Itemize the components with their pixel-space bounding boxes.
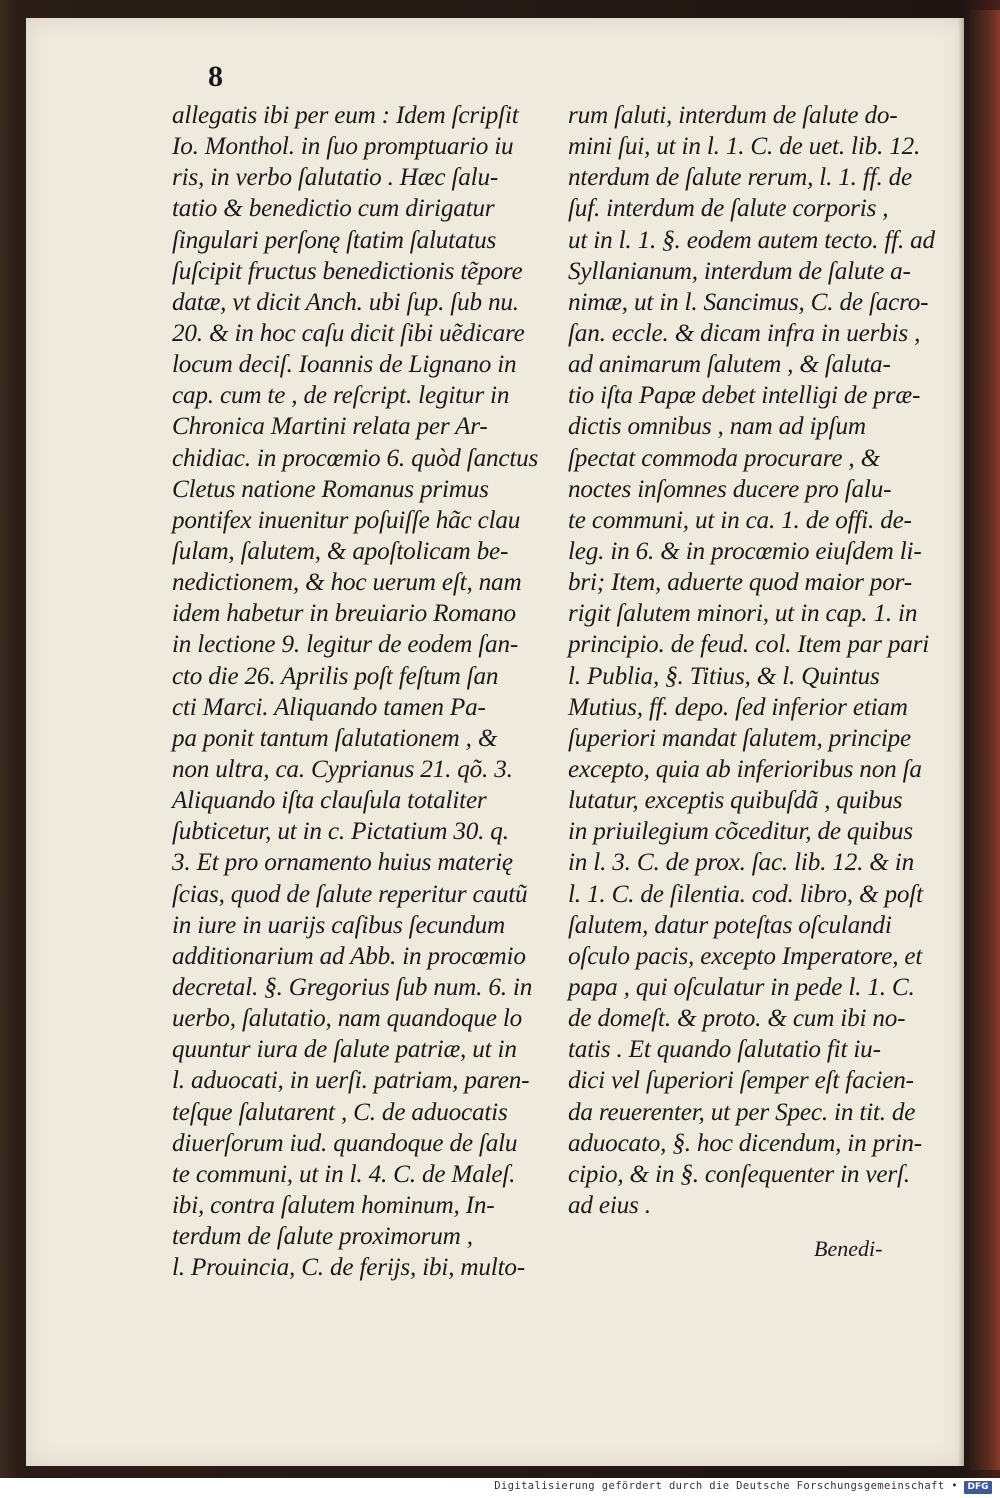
- book-edge: [970, 10, 1000, 1470]
- text-line: in l. 3. C. de prox. ſac. lib. 12. & in: [568, 849, 914, 877]
- text-line: locum deciſ. Ioannis de Lignano in: [172, 351, 517, 379]
- text-line: ſalutem, datur poteſtas oſculandi: [568, 911, 892, 939]
- text-line: nimæ, ut in l. Sancimus, C. de ſacro-: [568, 288, 929, 316]
- text-line: nterdum de ſalute rerum, l. 1. ff. de: [568, 164, 913, 192]
- text-line: lutatur, exceptis quibuſdã , quibus: [568, 787, 903, 815]
- text-line: tio iſta Papæ debet intelligi de præ-: [568, 382, 921, 410]
- right-text-column: [568, 100, 954, 1221]
- text-line: papa , qui oſculatur in pede l. 1. C.: [568, 973, 915, 1001]
- text-line: l. 1. C. de ſilentia. cod. libro, & poſt: [568, 880, 923, 908]
- text-line: ſuf. interdum de ſalute corporis ,: [568, 195, 889, 223]
- text-line: leg. in 6. & in procœmio eiuſdem li-: [568, 537, 922, 565]
- text-line: ris, in verbo ſalutatio . Hæc ſalu-: [172, 164, 499, 192]
- text-line: ſubticetur, ut in c. Pictatium 30. q.: [172, 818, 509, 846]
- text-line: rigit ſalutem minori, ut in cap. 1. in: [568, 600, 918, 628]
- text-line: Cletus natione Romanus primus: [172, 475, 489, 503]
- text-line: allegatis ibi per eum : Idem ſcripſit: [172, 102, 519, 129]
- text-line: te communi, ut in ca. 1. de offi. de-: [568, 506, 912, 534]
- text-line: oſculo pacis, excepto Imperatore, et: [568, 942, 923, 970]
- page-number: 8: [208, 60, 223, 93]
- text-line: l. Prouincia, C. de ferijs, ibi, multo-: [172, 1254, 525, 1282]
- text-line: 3. Et pro ornamento huius materię: [172, 849, 513, 877]
- text-line: datæ, vt dicit Anch. ubi ſup. ſub nu.: [172, 288, 519, 316]
- text-line: ſulam, ſalutem, & apoſtolicam be-: [172, 537, 509, 565]
- text-line: chidiac. in procœmio 6. quòd ſanctus: [172, 444, 539, 472]
- text-line: 20. & in hoc caſu dicit ſibi uẽdicare: [172, 319, 525, 347]
- text-line: cipio, & in §. conſequenter in verſ.: [568, 1160, 910, 1188]
- text-line: noctes inſomnes ducere pro ſalu-: [568, 475, 892, 503]
- dfg-logo: DFG: [964, 1481, 992, 1494]
- text-line: Chronica Martini relata per Ar-: [172, 413, 488, 441]
- text-line: pa ponit tantum ſalutationem , &: [172, 724, 498, 752]
- text-line: excepto, quia ab inferioribus non ſa: [568, 755, 922, 783]
- text-line: quuntur iura de ſalute patriæ, ut in: [172, 1036, 517, 1064]
- digitization-footer: [0, 1478, 1000, 1498]
- text-line: teſque ſalutarent , C. de aduocatis: [172, 1098, 508, 1126]
- text-line: ſpectat commoda procurare , &: [568, 444, 881, 472]
- text-line: ibi, contra ſalutem hominum, In-: [172, 1191, 495, 1219]
- text-line: ſcias, quod de ſalute reperitur cautũ: [172, 880, 528, 908]
- text-line: pontifex inuenitur poſuiſſe hãc clau: [172, 506, 521, 534]
- text-line: ad animarum ſalutem , & ſaluta-: [568, 351, 891, 379]
- text-line: uerbo, ſalutatio, nam quandoque lo: [172, 1005, 523, 1033]
- text-line: de domeſt. & proto. & cum ibi no-: [568, 1005, 906, 1033]
- text-line: in lectione 9. legitur de eodem ſan-: [172, 631, 519, 659]
- text-line: Aliquando iſta clauſula totaliter: [172, 787, 487, 815]
- text-line: l. Publia, §. Titius, & l. Quintus: [568, 662, 880, 690]
- text-line: cap. cum te , de reſcript. legitur in: [172, 382, 510, 410]
- text-line: ut in l. 1. §. eodem autem tecto. ff. ad: [568, 226, 935, 254]
- text-line: ſuperiori mandat ſalutem, principe: [568, 724, 911, 752]
- text-line: l. aduocati, in uerſi. patriam, paren-: [172, 1067, 530, 1095]
- text-line: diuerſorum iud. quandoque de ſalu: [172, 1129, 518, 1157]
- text-line: additionarium ad Abb. in procœmio: [172, 942, 526, 970]
- funding-notice: Digitalisierung gefördert durch die Deutsche Forschungsgemeinschaft •: [494, 1480, 958, 1492]
- text-line: Io. Monthol. in ſuo promptuario iu: [172, 133, 514, 161]
- text-line: ad eius .: [568, 1191, 651, 1219]
- text-line: dictis omnibus , nam ad ipſum: [568, 413, 866, 441]
- text-line: principio. de feud. col. Item par pari: [568, 631, 930, 659]
- text-line: tatis . Et quando ſalutatio fit iu-: [568, 1036, 881, 1064]
- text-line: Mutius, ff. depo. ſed inferior etiam: [568, 693, 908, 721]
- page-fold-shadow: [958, 18, 964, 1466]
- text-line: decretal. §. Gregorius ſub num. 6. in: [172, 973, 533, 1001]
- text-line: Syllanianum, interdum de ſalute a-: [568, 257, 911, 285]
- text-line: rum ſaluti, interdum de ſalute do-: [568, 102, 898, 129]
- catchword: Benedi-: [814, 1236, 883, 1261]
- left-text-column: [172, 100, 550, 1283]
- text-line: te communi, ut in l. 4. C. de Maleſ.: [172, 1160, 516, 1188]
- text-line: ſingulari perſonę ſtatim ſalutatus: [172, 226, 497, 254]
- text-line: dici vel ſuperiori ſemper eſt facien-: [568, 1067, 914, 1095]
- text-line: tatio & benedictio cum dirigatur: [172, 195, 495, 223]
- text-line: idem habetur in breuiario Romano: [172, 600, 516, 628]
- text-line: aduocato, §. hoc dicendum, in prin-: [568, 1129, 922, 1157]
- text-line: da reuerenter, ut per Spec. in tit. de: [568, 1098, 916, 1126]
- text-line: terdum de ſalute proximorum ,: [172, 1223, 473, 1251]
- text-line: ſan. eccle. & dicam infra in uerbis ,: [568, 319, 921, 347]
- text-line: ſuſcipit fructus benedictionis tẽpore: [172, 257, 523, 285]
- text-line: mini ſui, ut in l. 1. C. de uet. lib. 12.: [568, 133, 921, 161]
- text-line: non ultra, ca. Cyprianus 21. qõ. 3.: [172, 755, 513, 783]
- text-line: bri; Item, aduerte quod maior por-: [568, 569, 912, 597]
- text-line: nedictionem, & hoc uerum eſt, nam: [172, 569, 522, 597]
- text-line: in iure in uarijs caſibus ſecundum: [172, 911, 505, 939]
- text-line: cto die 26. Aprilis poſt feſtum ſan: [172, 662, 499, 690]
- text-line: cti Marci. Aliquando tamen Pa-: [172, 693, 486, 721]
- text-line: in priuilegium cõceditur, de quibus: [568, 818, 913, 846]
